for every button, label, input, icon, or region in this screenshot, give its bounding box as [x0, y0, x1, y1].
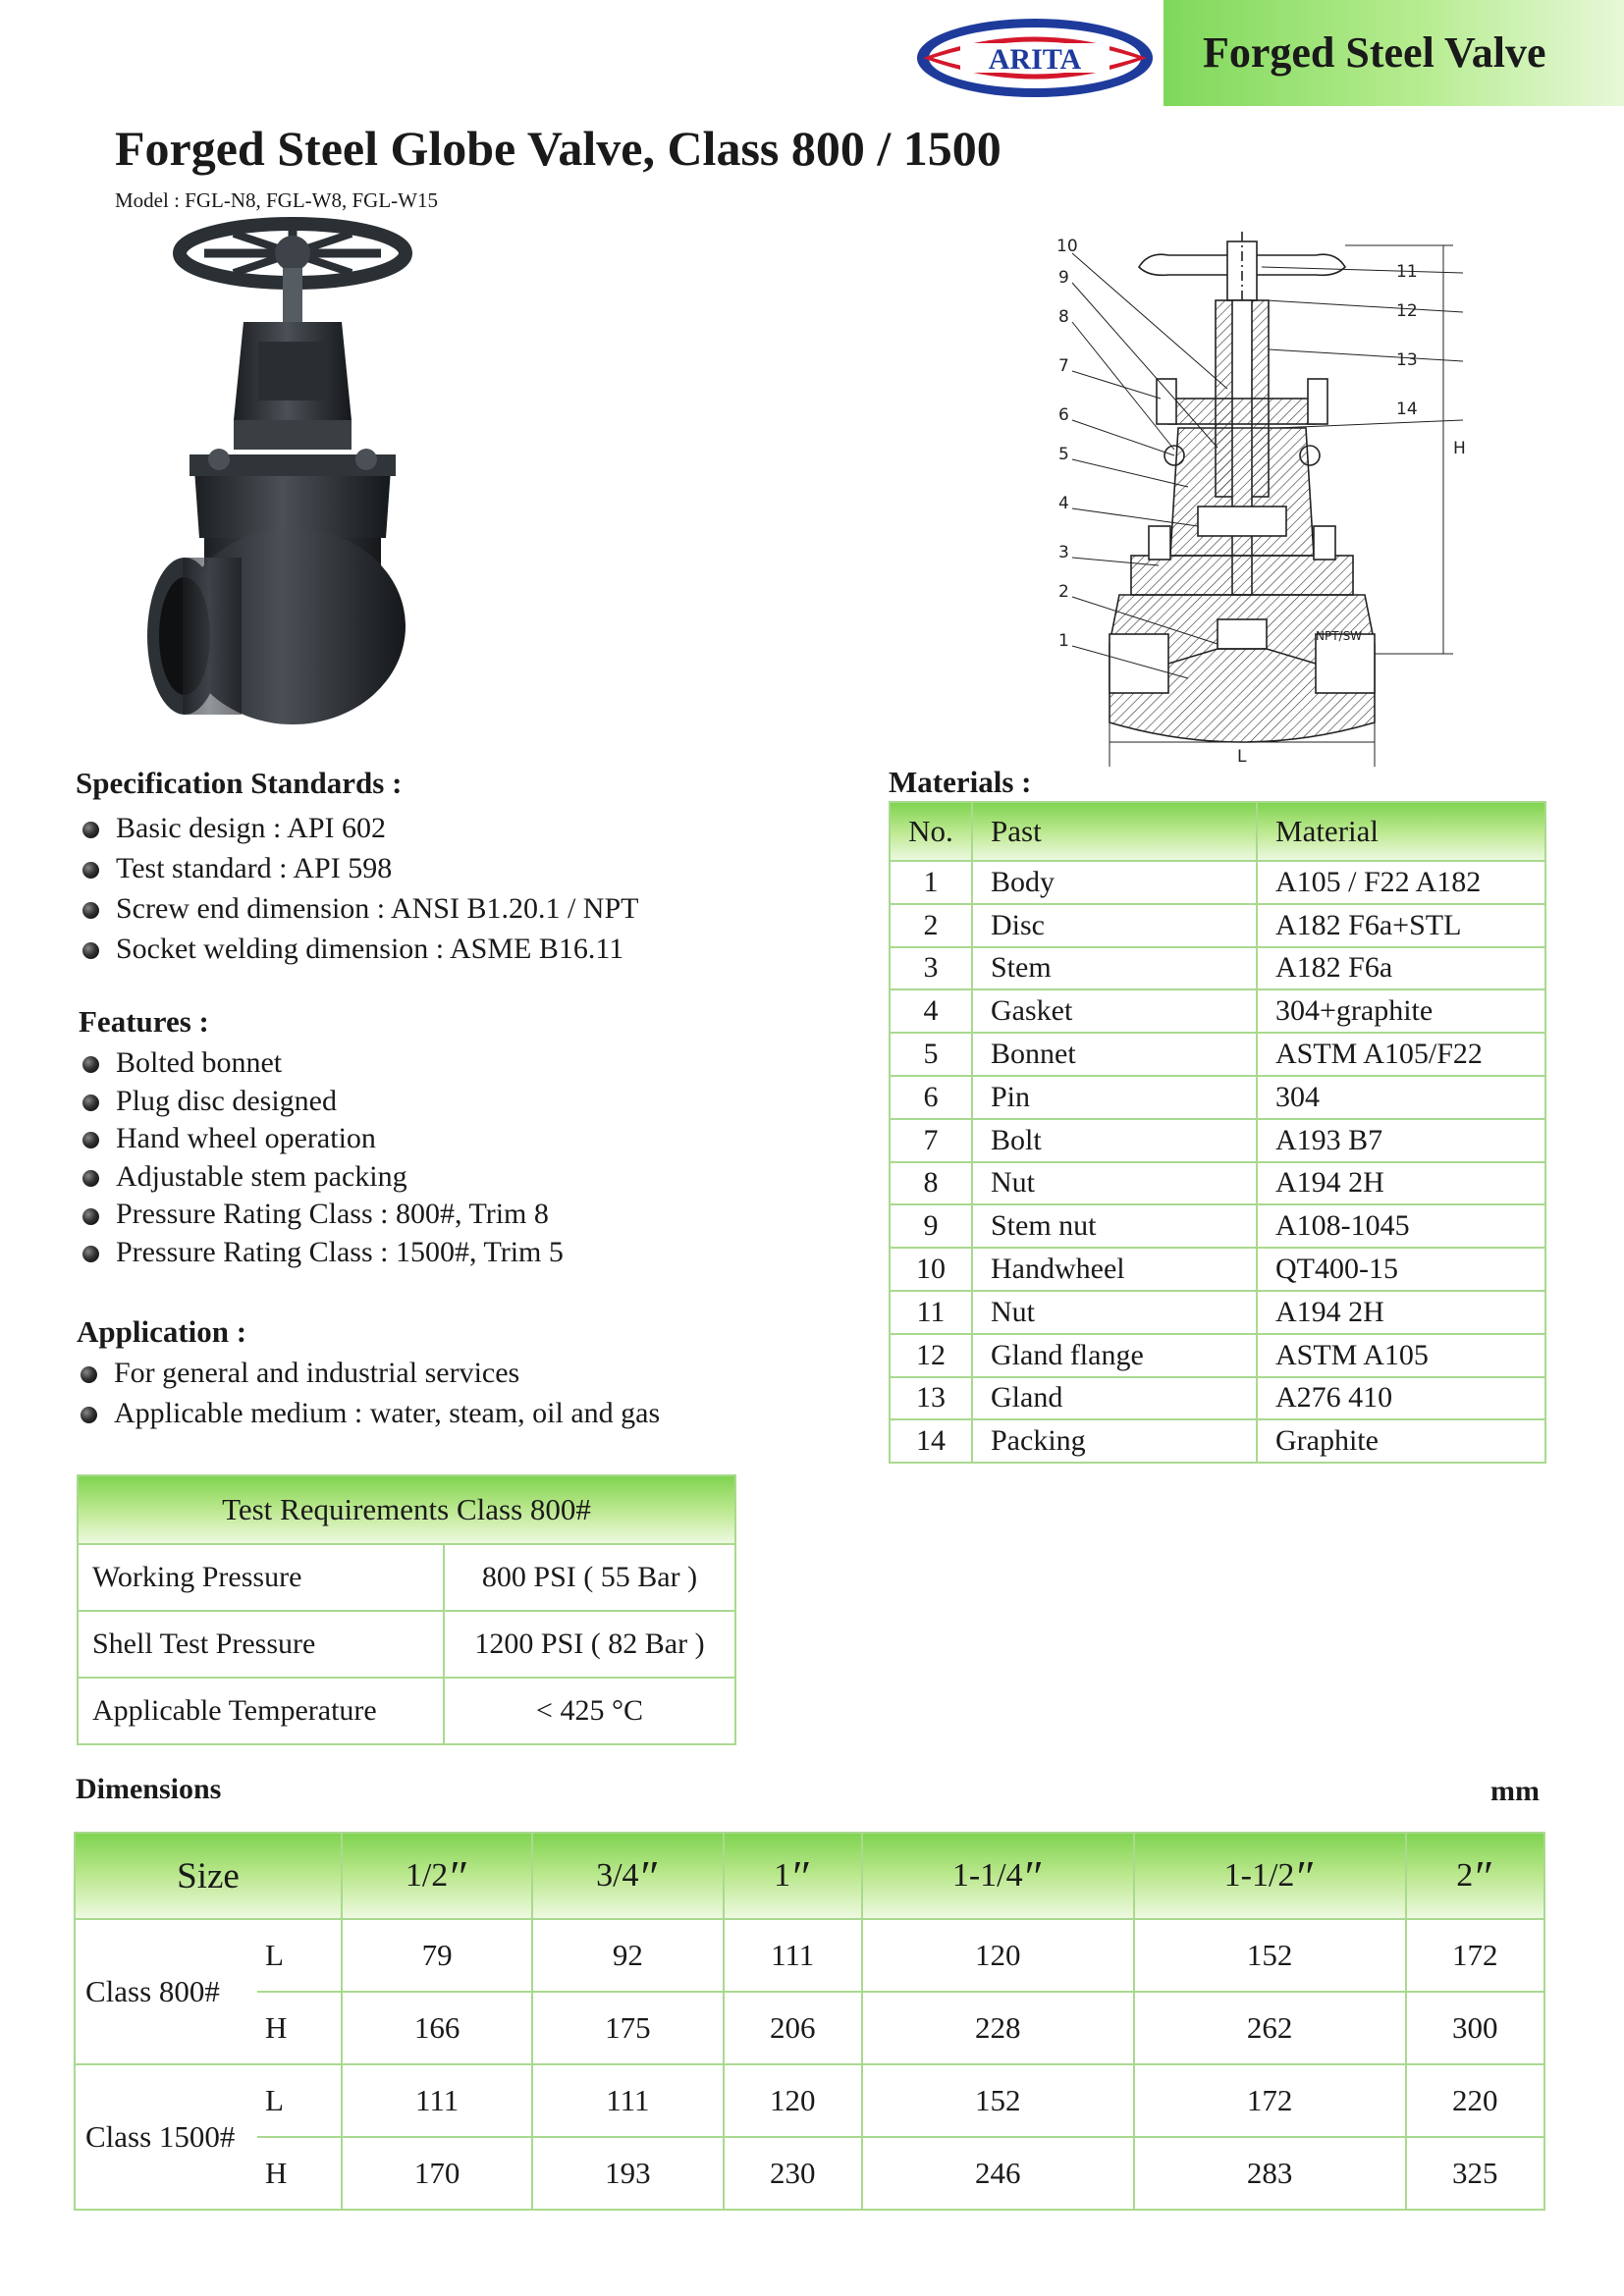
callout-11: 11 — [1396, 262, 1418, 282]
table-row — [890, 861, 1545, 904]
dimensions-table — [74, 1832, 1545, 2211]
table-row — [78, 1678, 735, 1744]
bullet-icon — [82, 862, 99, 879]
test-requirements-header-row — [78, 1475, 735, 1544]
pressure-class: Class 800# — [75, 1919, 257, 2064]
feature-item: Pressure Rating Class : 800#, Trim 8 — [79, 1196, 564, 1234]
table-row — [75, 1919, 1544, 1992]
material-spec: 304 — [1257, 1076, 1545, 1119]
inch-mark: ″ — [640, 1850, 660, 1901]
dimension-value: 262 — [1134, 1992, 1406, 2064]
specification-item: Screw end dimension : ANSI B1.20.1 / NPT — [79, 888, 639, 929]
callout-12: 12 — [1396, 301, 1418, 321]
material-spec: A276 410 — [1257, 1377, 1545, 1420]
callout-8: 8 — [1058, 307, 1069, 327]
size-header: Size — [75, 1833, 342, 1919]
test-requirements-title: Test Requirements Class 800# — [78, 1475, 735, 1544]
callout-14: 14 — [1396, 400, 1418, 419]
material-no: 13 — [890, 1377, 972, 1420]
bullet-icon — [81, 1366, 97, 1383]
callout-2: 2 — [1058, 582, 1069, 602]
dimension-value: 283 — [1134, 2137, 1406, 2210]
test-requirements-table — [77, 1474, 736, 1745]
callout-4: 4 — [1058, 494, 1069, 513]
table-row — [890, 1291, 1545, 1334]
inch-mark: ″ — [1296, 1850, 1316, 1901]
table-row — [890, 1204, 1545, 1248]
material-part: Bolt — [972, 1119, 1257, 1162]
callout-5: 5 — [1058, 445, 1069, 464]
table-row — [890, 947, 1545, 990]
test-value: 1200 PSI ( 82 Bar ) — [444, 1611, 735, 1678]
material-part: Gland flange — [972, 1334, 1257, 1377]
dimension-label: L — [257, 2064, 342, 2137]
table-row — [890, 904, 1545, 947]
callout-13: 13 — [1396, 350, 1418, 370]
specification-list — [79, 808, 639, 969]
material-no: 12 — [890, 1334, 972, 1377]
callout-9: 9 — [1058, 268, 1069, 288]
dimension-value: 172 — [1406, 1919, 1544, 1992]
valve-photo — [145, 214, 440, 744]
material-spec: Graphite — [1257, 1419, 1545, 1463]
application-heading: Application : — [77, 1314, 247, 1349]
material-part: Gasket — [972, 989, 1257, 1033]
size-column-header — [532, 1833, 723, 1919]
table-row — [890, 989, 1545, 1033]
dimension-value: 220 — [1406, 2064, 1544, 2137]
material-no: 7 — [890, 1119, 972, 1162]
size-column-header — [1134, 1833, 1406, 1919]
application-list — [77, 1353, 660, 1433]
table-row — [78, 1544, 735, 1611]
size-value: 1-1/4 — [951, 1856, 1023, 1894]
test-label: Shell Test Pressure — [78, 1611, 444, 1678]
callout-7: 7 — [1058, 356, 1069, 376]
inch-mark: ″ — [1475, 1850, 1494, 1901]
material-no: 4 — [890, 989, 972, 1033]
arita-logo — [913, 14, 1157, 102]
specification-heading: Specification Standards : — [76, 766, 403, 800]
material-spec: ASTM A105 — [1257, 1334, 1545, 1377]
bullet-icon — [82, 1170, 99, 1187]
size-column-header — [862, 1833, 1134, 1919]
material-spec: A194 2H — [1257, 1162, 1545, 1205]
material-no: 6 — [890, 1076, 972, 1119]
table-row — [890, 1033, 1545, 1076]
dimension-value: 111 — [342, 2064, 532, 2137]
dimension-value: 175 — [532, 1992, 723, 2064]
specification-item: Basic design : API 602 — [79, 808, 639, 848]
material-part: Handwheel — [972, 1248, 1257, 1291]
material-no: 10 — [890, 1248, 972, 1291]
application-item: Applicable medium : water, steam, oil and gas — [77, 1393, 660, 1433]
material-no: 8 — [890, 1162, 972, 1205]
dimension-value: 152 — [1134, 1919, 1406, 1992]
size-value: 2 — [1456, 1856, 1474, 1894]
length-label: L — [1237, 747, 1247, 767]
dimension-label: H — [257, 1992, 342, 2064]
material-part: Pin — [972, 1076, 1257, 1119]
bullet-icon — [82, 1056, 99, 1073]
size-column-header — [724, 1833, 862, 1919]
dimension-value: 170 — [342, 2137, 532, 2210]
dimension-value: 300 — [1406, 1992, 1544, 2064]
material-spec: A182 F6a+STL — [1257, 904, 1545, 947]
specification-item: Socket welding dimension : ASME B16.11 — [79, 929, 639, 969]
features-heading: Features : — [79, 1004, 209, 1039]
size-value: 1 — [774, 1856, 791, 1894]
inch-mark: ″ — [1024, 1850, 1044, 1901]
dimension-value: 92 — [532, 1919, 723, 1992]
bullet-icon — [82, 1208, 99, 1225]
size-value: 1/2 — [405, 1856, 449, 1894]
size-value: 3/4 — [596, 1856, 639, 1894]
material-spec: A108-1045 — [1257, 1204, 1545, 1248]
column-header-part: Past — [972, 802, 1257, 861]
table-row — [75, 1992, 1544, 2064]
feature-item: Plug disc designed — [79, 1083, 564, 1121]
material-no: 14 — [890, 1419, 972, 1463]
material-no: 9 — [890, 1204, 972, 1248]
material-no: 1 — [890, 861, 972, 904]
callout-6: 6 — [1058, 405, 1069, 425]
dimension-value: 120 — [862, 1919, 1134, 1992]
size-value: 1-1/2 — [1223, 1856, 1295, 1894]
features-list — [79, 1044, 564, 1272]
bullet-icon — [82, 942, 99, 959]
dimension-value: 206 — [724, 1992, 862, 2064]
inch-mark: ″ — [792, 1850, 812, 1901]
dimension-value: 120 — [724, 2064, 862, 2137]
dimension-label: L — [257, 1919, 342, 1992]
table-row — [78, 1611, 735, 1678]
material-no: 3 — [890, 947, 972, 990]
size-column-header — [1406, 1833, 1544, 1919]
material-part: Stem — [972, 947, 1257, 990]
dimension-value: 246 — [862, 2137, 1134, 2210]
column-header-no: No. — [890, 802, 972, 861]
test-value: 800 PSI ( 55 Bar ) — [444, 1544, 735, 1611]
dimension-value: 193 — [532, 2137, 723, 2210]
material-spec: A105 / F22 A182 — [1257, 861, 1545, 904]
model-numbers: Model : FGL-N8, FGL-W8, FGL-W15 — [115, 188, 438, 212]
specification-item: Test standard : API 598 — [79, 848, 639, 888]
material-no: 11 — [890, 1291, 972, 1334]
feature-item: Hand wheel operation — [79, 1120, 564, 1158]
callout-3: 3 — [1058, 543, 1069, 562]
feature-item: Pressure Rating Class : 1500#, Trim 5 — [79, 1234, 564, 1272]
material-part: Body — [972, 861, 1257, 904]
material-part: Bonnet — [972, 1033, 1257, 1076]
dimension-value: 325 — [1406, 2137, 1544, 2210]
table-row — [75, 2064, 1544, 2137]
material-part: Nut — [972, 1291, 1257, 1334]
table-row — [75, 2137, 1544, 2210]
callout-10: 10 — [1056, 237, 1078, 256]
dimension-value: 172 — [1134, 2064, 1406, 2137]
dimension-label: H — [257, 2137, 342, 2210]
bullet-icon — [82, 1246, 99, 1262]
height-label: H — [1453, 439, 1466, 458]
table-row — [890, 1248, 1545, 1291]
product-line: Forged Steel Valve — [1203, 28, 1546, 77]
product-line-banner — [1164, 0, 1624, 106]
table-row — [890, 1076, 1545, 1119]
dimensions-heading: Dimensions — [76, 1773, 222, 1805]
material-part: Gland — [972, 1377, 1257, 1420]
dimension-value: 79 — [342, 1919, 532, 1992]
material-part: Stem nut — [972, 1204, 1257, 1248]
table-row — [890, 1377, 1545, 1420]
material-part: Packing — [972, 1419, 1257, 1463]
bullet-icon — [82, 822, 99, 838]
table-row — [890, 1162, 1545, 1205]
material-spec: ASTM A105/F22 — [1257, 1033, 1545, 1076]
material-no: 5 — [890, 1033, 972, 1076]
brand-name: ARITA — [988, 43, 1082, 76]
bullet-icon — [81, 1407, 97, 1423]
dimension-value: 228 — [862, 1992, 1134, 2064]
dimension-value: 111 — [724, 1919, 862, 1992]
application-item: For general and industrial services — [77, 1353, 660, 1393]
bullet-icon — [82, 902, 99, 919]
bullet-icon — [82, 1095, 99, 1111]
table-row — [890, 1334, 1545, 1377]
material-no: 2 — [890, 904, 972, 947]
dimension-value: 111 — [532, 2064, 723, 2137]
dimension-value: 166 — [342, 1992, 532, 2064]
material-spec: 304+graphite — [1257, 989, 1545, 1033]
feature-item: Bolted bonnet — [79, 1044, 564, 1083]
test-value: < 425 °C — [444, 1678, 735, 1744]
materials-header-row — [890, 802, 1545, 861]
material-spec: A193 B7 — [1257, 1119, 1545, 1162]
material-spec: QT400-15 — [1257, 1248, 1545, 1291]
bullet-icon — [82, 1132, 99, 1148]
material-part: Disc — [972, 904, 1257, 947]
page-title: Forged Steel Globe Valve, Class 800 / 1500 — [115, 121, 1001, 176]
dimension-value: 230 — [724, 2137, 862, 2210]
end-type-label: NPT/SW — [1316, 629, 1363, 643]
table-row — [890, 1419, 1545, 1463]
column-header-material: Material — [1257, 802, 1545, 861]
test-label: Applicable Temperature — [78, 1678, 444, 1744]
material-part: Nut — [972, 1162, 1257, 1205]
dimensions-unit: mm — [1490, 1775, 1540, 1807]
feature-item: Adjustable stem packing — [79, 1158, 564, 1197]
callout-1: 1 — [1058, 631, 1069, 651]
valve-section-drawing — [1051, 232, 1483, 777]
dimensions-header-row — [75, 1833, 1544, 1919]
material-spec: A194 2H — [1257, 1291, 1545, 1334]
test-label: Working Pressure — [78, 1544, 444, 1611]
inch-mark: ″ — [450, 1850, 469, 1901]
dimension-value: 152 — [862, 2064, 1134, 2137]
material-spec: A182 F6a — [1257, 947, 1545, 990]
pressure-class: Class 1500# — [75, 2064, 257, 2210]
size-column-header — [342, 1833, 532, 1919]
materials-table — [889, 801, 1546, 1464]
table-row — [890, 1119, 1545, 1162]
materials-heading: Materials : — [889, 765, 1032, 799]
